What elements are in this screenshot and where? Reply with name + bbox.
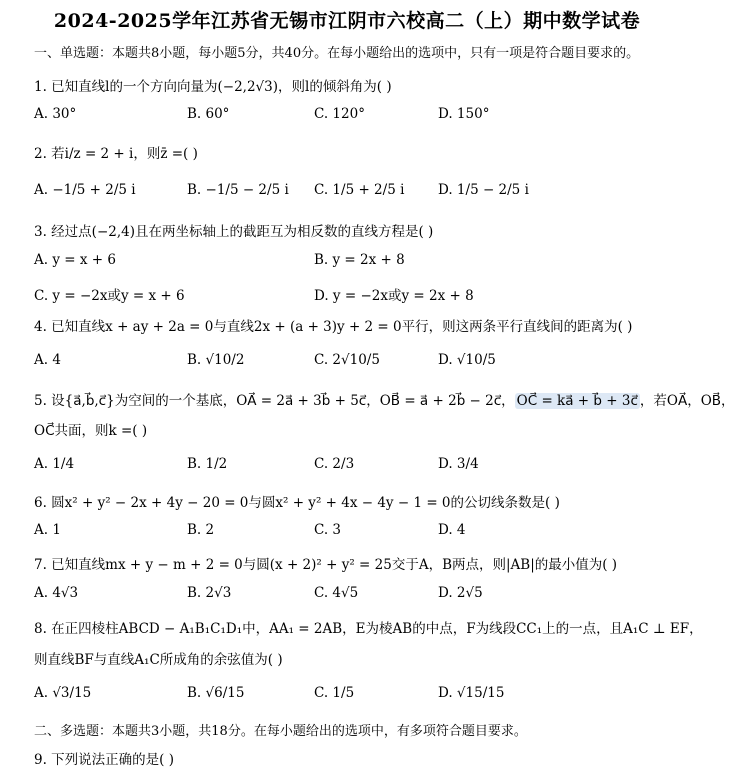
- q3-option-c[interactable]: C. y = −2x或y = x + 6: [34, 288, 185, 304]
- q2-option-d[interactable]: D. 1/5 − 2/5 i: [438, 182, 529, 198]
- q4-option-b[interactable]: B. √10/2: [187, 352, 245, 368]
- question-7-options: [34, 585, 674, 607]
- q1-option-a[interactable]: A. 30°: [34, 106, 77, 122]
- q4-option-d[interactable]: D. √10/5: [438, 352, 496, 368]
- question-6-text: 6. 圆x² + y² − 2x + 4y − 20 = 0与圆x² + y² + 4x − 4y − 1 = 0的公切线条数是( ): [34, 495, 560, 511]
- question-4-options: [34, 352, 674, 374]
- q4-option-a[interactable]: A. 4: [34, 352, 61, 368]
- question-8-options: [34, 685, 674, 707]
- question-3-options-row1: [34, 252, 674, 274]
- question-9-text: 9. 下列说法正确的是( ): [34, 752, 174, 768]
- q3-option-b[interactable]: B. y = 2x + 8: [314, 252, 405, 268]
- q7-option-d[interactable]: D. 2√5: [438, 585, 483, 601]
- q5-text-part-a: 5. 设{a⃗,b⃗,c⃗}为空间的一个基底，OA⃗ = 2a⃗ + 3b⃗ + 5c⃗，OB⃗ = a⃗ + 2b⃗ − 2c⃗，: [34, 393, 515, 409]
- q2-option-b[interactable]: B. −1/5 − 2/5 i: [187, 182, 289, 198]
- question-7-text: 7. 已知直线mx + y − m + 2 = 0与圆(x + 2)² + y² = 25交于A，B两点，则|AB|的最小值为( ): [34, 557, 618, 573]
- question-1-options: [34, 106, 674, 128]
- q2-option-a[interactable]: A. −1/5 + 2/5 i: [34, 182, 136, 198]
- question-8-text-continued: 则直线BF与直线A₁C所成角的余弦值为( ): [34, 652, 283, 668]
- question-5-text: [34, 389, 735, 409]
- question-2-options: [34, 182, 674, 204]
- question-1-text: 1. 已知直线l的一个方向向量为(−2,2√3)，则l的倾斜角为( ): [34, 79, 392, 95]
- q4-option-c[interactable]: C. 2√10/5: [314, 352, 380, 368]
- question-5-text-continued: OC⃗共面，则k =( ): [34, 423, 148, 439]
- question-2-text: 2. 若i/z = 2 + i，则z̄ =( ): [34, 146, 198, 162]
- section-single-choice-header: 一、单选题：本题共8小题，每小题5分，共40分。在每小题给出的选项中，只有一项是符合题目要求的。: [34, 46, 640, 61]
- q2-option-c[interactable]: C. 1/5 + 2/5 i: [314, 182, 405, 198]
- section-multiple-choice-header: 二、多选题：本题共3小题，共18分。在每小题给出的选项中，有多项符合题目要求。: [34, 724, 527, 739]
- q5-option-a[interactable]: A. 1/4: [34, 456, 75, 472]
- exam-title: 2024-2025学年江苏省无锡市江阴市六校高二（上）期中数学试卷: [53, 10, 641, 32]
- q6-option-b[interactable]: B. 2: [187, 522, 215, 538]
- question-4-text: 4. 已知直线x + ay + 2a = 0与直线2x + (a + 3)y + 2 = 0平行，则这两条平行直线间的距离为( ): [34, 319, 633, 335]
- q8-option-c[interactable]: C. 1/5: [314, 685, 355, 701]
- question-3-text: 3. 经过点(−2,4)且在两坐标轴上的截距互为相反数的直线方程是( ): [34, 224, 434, 240]
- q8-option-b[interactable]: B. √6/15: [187, 685, 245, 701]
- q7-option-c[interactable]: C. 4√5: [314, 585, 359, 601]
- q5-highlighted-expression[interactable]: OC⃗ = ka⃗ + b⃗ + 3c⃗: [516, 393, 638, 409]
- q6-option-d[interactable]: D. 4: [438, 522, 466, 538]
- q1-option-c[interactable]: C. 120°: [314, 106, 365, 122]
- q5-option-d[interactable]: D. 3/4: [438, 456, 479, 472]
- q6-option-c[interactable]: C. 3: [314, 522, 342, 538]
- question-8-text: 8. 在正四棱柱ABCD − A₁B₁C₁D₁中，AA₁ = 2AB，E为棱AB的中点，F为线段CC₁上的一点，且A₁C ⊥ EF，: [34, 621, 703, 637]
- q3-option-d[interactable]: D. y = −2x或y = 2x + 8: [314, 288, 474, 304]
- q8-option-a[interactable]: A. √3/15: [34, 685, 92, 701]
- question-6-options: [34, 522, 674, 544]
- q7-option-b[interactable]: B. 2√3: [187, 585, 232, 601]
- q5-text-part-b: ，若OA⃗，OB⃗，: [639, 393, 735, 409]
- q1-option-b[interactable]: B. 60°: [187, 106, 230, 122]
- q6-option-a[interactable]: A. 1: [34, 522, 61, 538]
- q7-option-a[interactable]: A. 4√3: [34, 585, 79, 601]
- question-5-options: [34, 456, 674, 478]
- q8-option-d[interactable]: D. √15/15: [438, 685, 505, 701]
- q1-option-d[interactable]: D. 150°: [438, 106, 490, 122]
- q5-option-c[interactable]: C. 2/3: [314, 456, 355, 472]
- q5-option-b[interactable]: B. 1/2: [187, 456, 228, 472]
- q3-option-a[interactable]: A. y = x + 6: [34, 252, 116, 268]
- question-3-options-row2: [34, 284, 674, 306]
